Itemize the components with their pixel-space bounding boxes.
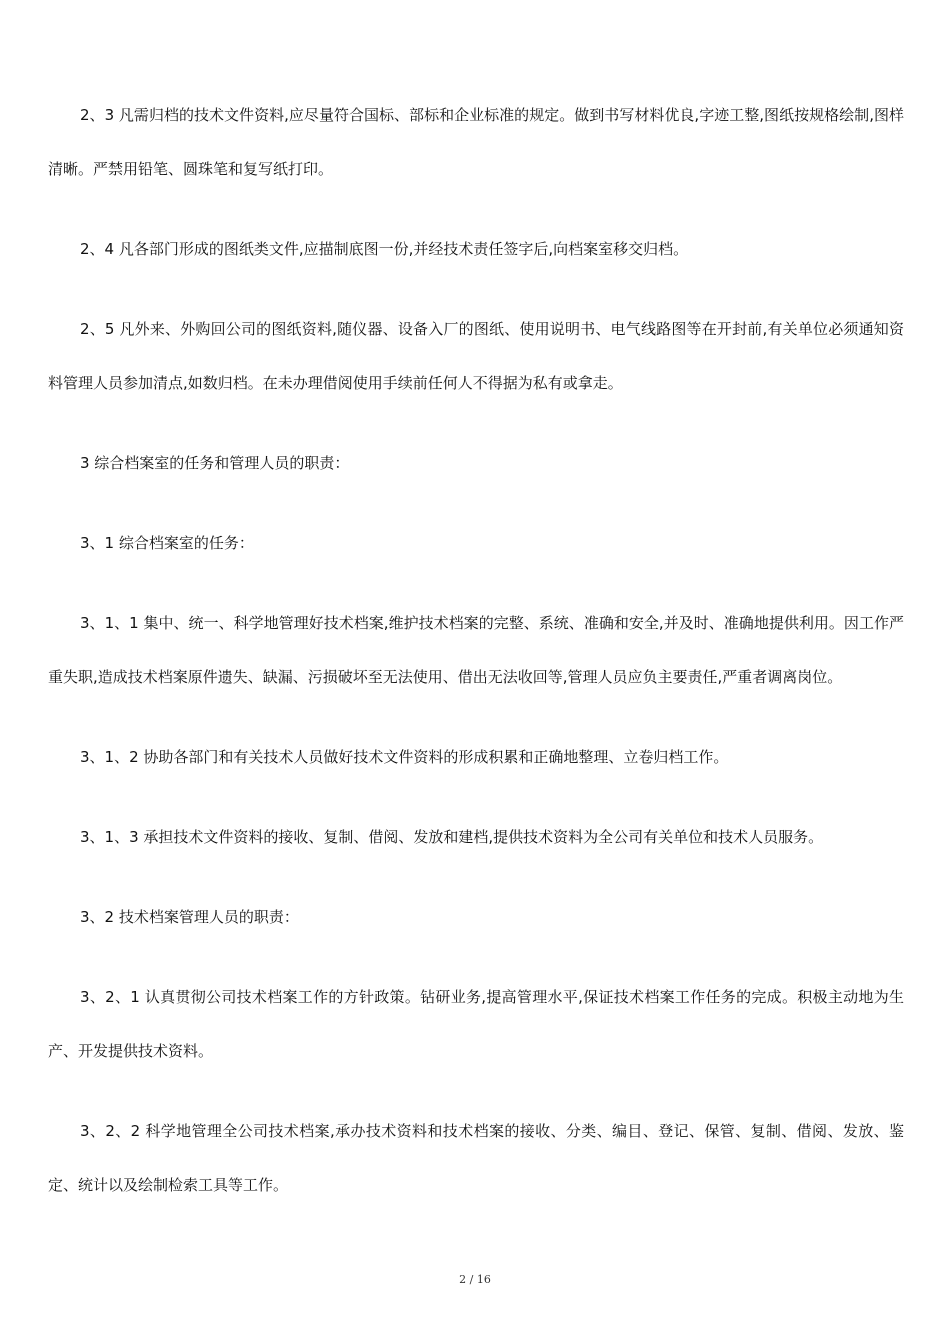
paragraph-3-1-3: 3、1、3 承担技术文件资料的接收、复制、借阅、发放和建档,提供技术资料为全公司有关单位和技术人员服务。 bbox=[80, 828, 824, 846]
paragraph-2-4: 2、4 凡各部门形成的图纸类文件,应描制底图一份,并经技术责任签字后,向档案室移交归档。 bbox=[80, 240, 689, 258]
paragraph-3-2-2: 3、2、2 科学地管理全公司技术档案,承办技术资料和技术档案的接收、分类、编目、登记、保管、复制、借阅、发放、鉴定、统计以及绘制检索工具等工作。 bbox=[48, 1122, 904, 1194]
section-heading-3: 3 综合档案室的任务和管理人员的职责： bbox=[80, 454, 350, 472]
subsection-heading-3-1: 3、1 综合档案室的任务： bbox=[80, 534, 254, 552]
paragraph-3-1-1: 3、1、1 集中、统一、科学地管理好技术档案,维护技术档案的完整、系统、准确和安全,并及时、准确地提供利用。因工作严重失职,造成技术档案原件遗失、缺漏、污损破坏至无法使用、借出无法收回等,管理人员应负主要责任,严重者调离岗位。 bbox=[48, 614, 904, 686]
page-number: 2 / 16 bbox=[459, 1273, 491, 1286]
document-body bbox=[48, 88, 904, 1212]
paragraph-3-2-1: 3、2、1 认真贯彻公司技术档案工作的方针政策。钻研业务,提高管理水平,保证技术档案工作任务的完成。积极主动地为生产、开发提供技术资料。 bbox=[48, 988, 904, 1060]
paragraph-2-3: 2、3 凡需归档的技术文件资料,应尽量符合国标、部标和企业标准的规定。做到书写材料优良,字迹工整,图纸按规格绘制,图样清晰。严禁用铅笔、圆珠笔和复写纸打印。 bbox=[48, 106, 904, 178]
subsection-heading-3-2: 3、2 技术档案管理人员的职责： bbox=[80, 908, 299, 926]
paragraph-2-5: 2、5 凡外来、外购回公司的图纸资料,随仪器、设备入厂的图纸、使用说明书、电气线路图等在开封前,有关单位必须通知资料管理人员参加清点,如数归档。在未办理借阅使用手续前任何人不得据为私有或拿走。 bbox=[48, 320, 904, 392]
paragraph-3-1-2: 3、1、2 协助各部门和有关技术人员做好技术文件资料的形成积累和正确地整理、立卷归档工作。 bbox=[80, 748, 729, 766]
